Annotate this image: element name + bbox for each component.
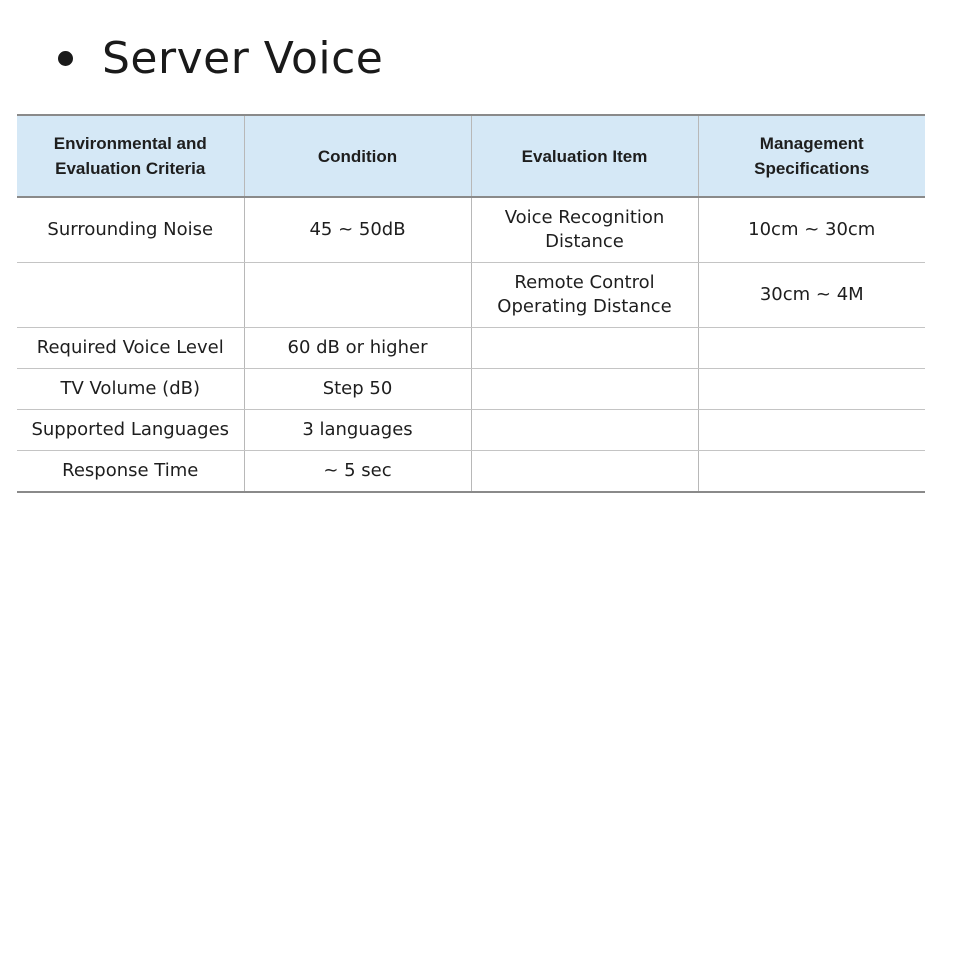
table-cell: 60 dB or higher bbox=[244, 328, 471, 369]
table-cell: Remote Control Operating Distance bbox=[471, 263, 698, 328]
table-cell: Surrounding Noise bbox=[17, 197, 244, 263]
table-cell: 10cm ~ 30cm bbox=[698, 197, 925, 263]
table-cell bbox=[471, 451, 698, 493]
table-row bbox=[17, 263, 925, 328]
table-cell bbox=[698, 410, 925, 451]
header-environmental-criteria: Environmental and Evaluation Criteria bbox=[17, 115, 244, 197]
table-cell bbox=[471, 410, 698, 451]
table-cell bbox=[698, 369, 925, 410]
section-heading bbox=[58, 28, 383, 88]
table-row bbox=[17, 410, 925, 451]
header-condition: Condition bbox=[244, 115, 471, 197]
table-row bbox=[17, 369, 925, 410]
header-management-specifications: Management Specifications bbox=[698, 115, 925, 197]
table-cell: Voice Recognition Distance bbox=[471, 197, 698, 263]
table-cell: TV Volume (dB) bbox=[17, 369, 244, 410]
table-cell: 30cm ~ 4M bbox=[698, 263, 925, 328]
section-title: Server Voice bbox=[102, 32, 384, 84]
table-row bbox=[17, 328, 925, 369]
spec-table bbox=[17, 114, 925, 493]
table-cell bbox=[17, 263, 244, 328]
table-header-row bbox=[17, 115, 925, 197]
header-evaluation-item: Evaluation Item bbox=[471, 115, 698, 197]
table-cell bbox=[471, 369, 698, 410]
table-cell bbox=[698, 328, 925, 369]
table-cell: 3 languages bbox=[244, 410, 471, 451]
table-cell bbox=[244, 263, 471, 328]
table-cell: Step 50 bbox=[244, 369, 471, 410]
table-cell: Supported Languages bbox=[17, 410, 244, 451]
bullet-icon bbox=[58, 51, 73, 66]
table-cell bbox=[698, 451, 925, 493]
table-cell bbox=[471, 328, 698, 369]
table-cell: Response Time bbox=[62, 460, 199, 481]
table-cell: 45 ~ 50dB bbox=[244, 197, 471, 263]
table-cell: Required Voice Level bbox=[17, 328, 244, 369]
table-cell: ~ 5 sec bbox=[244, 451, 471, 493]
table-row bbox=[17, 451, 925, 493]
table-row bbox=[17, 197, 925, 263]
